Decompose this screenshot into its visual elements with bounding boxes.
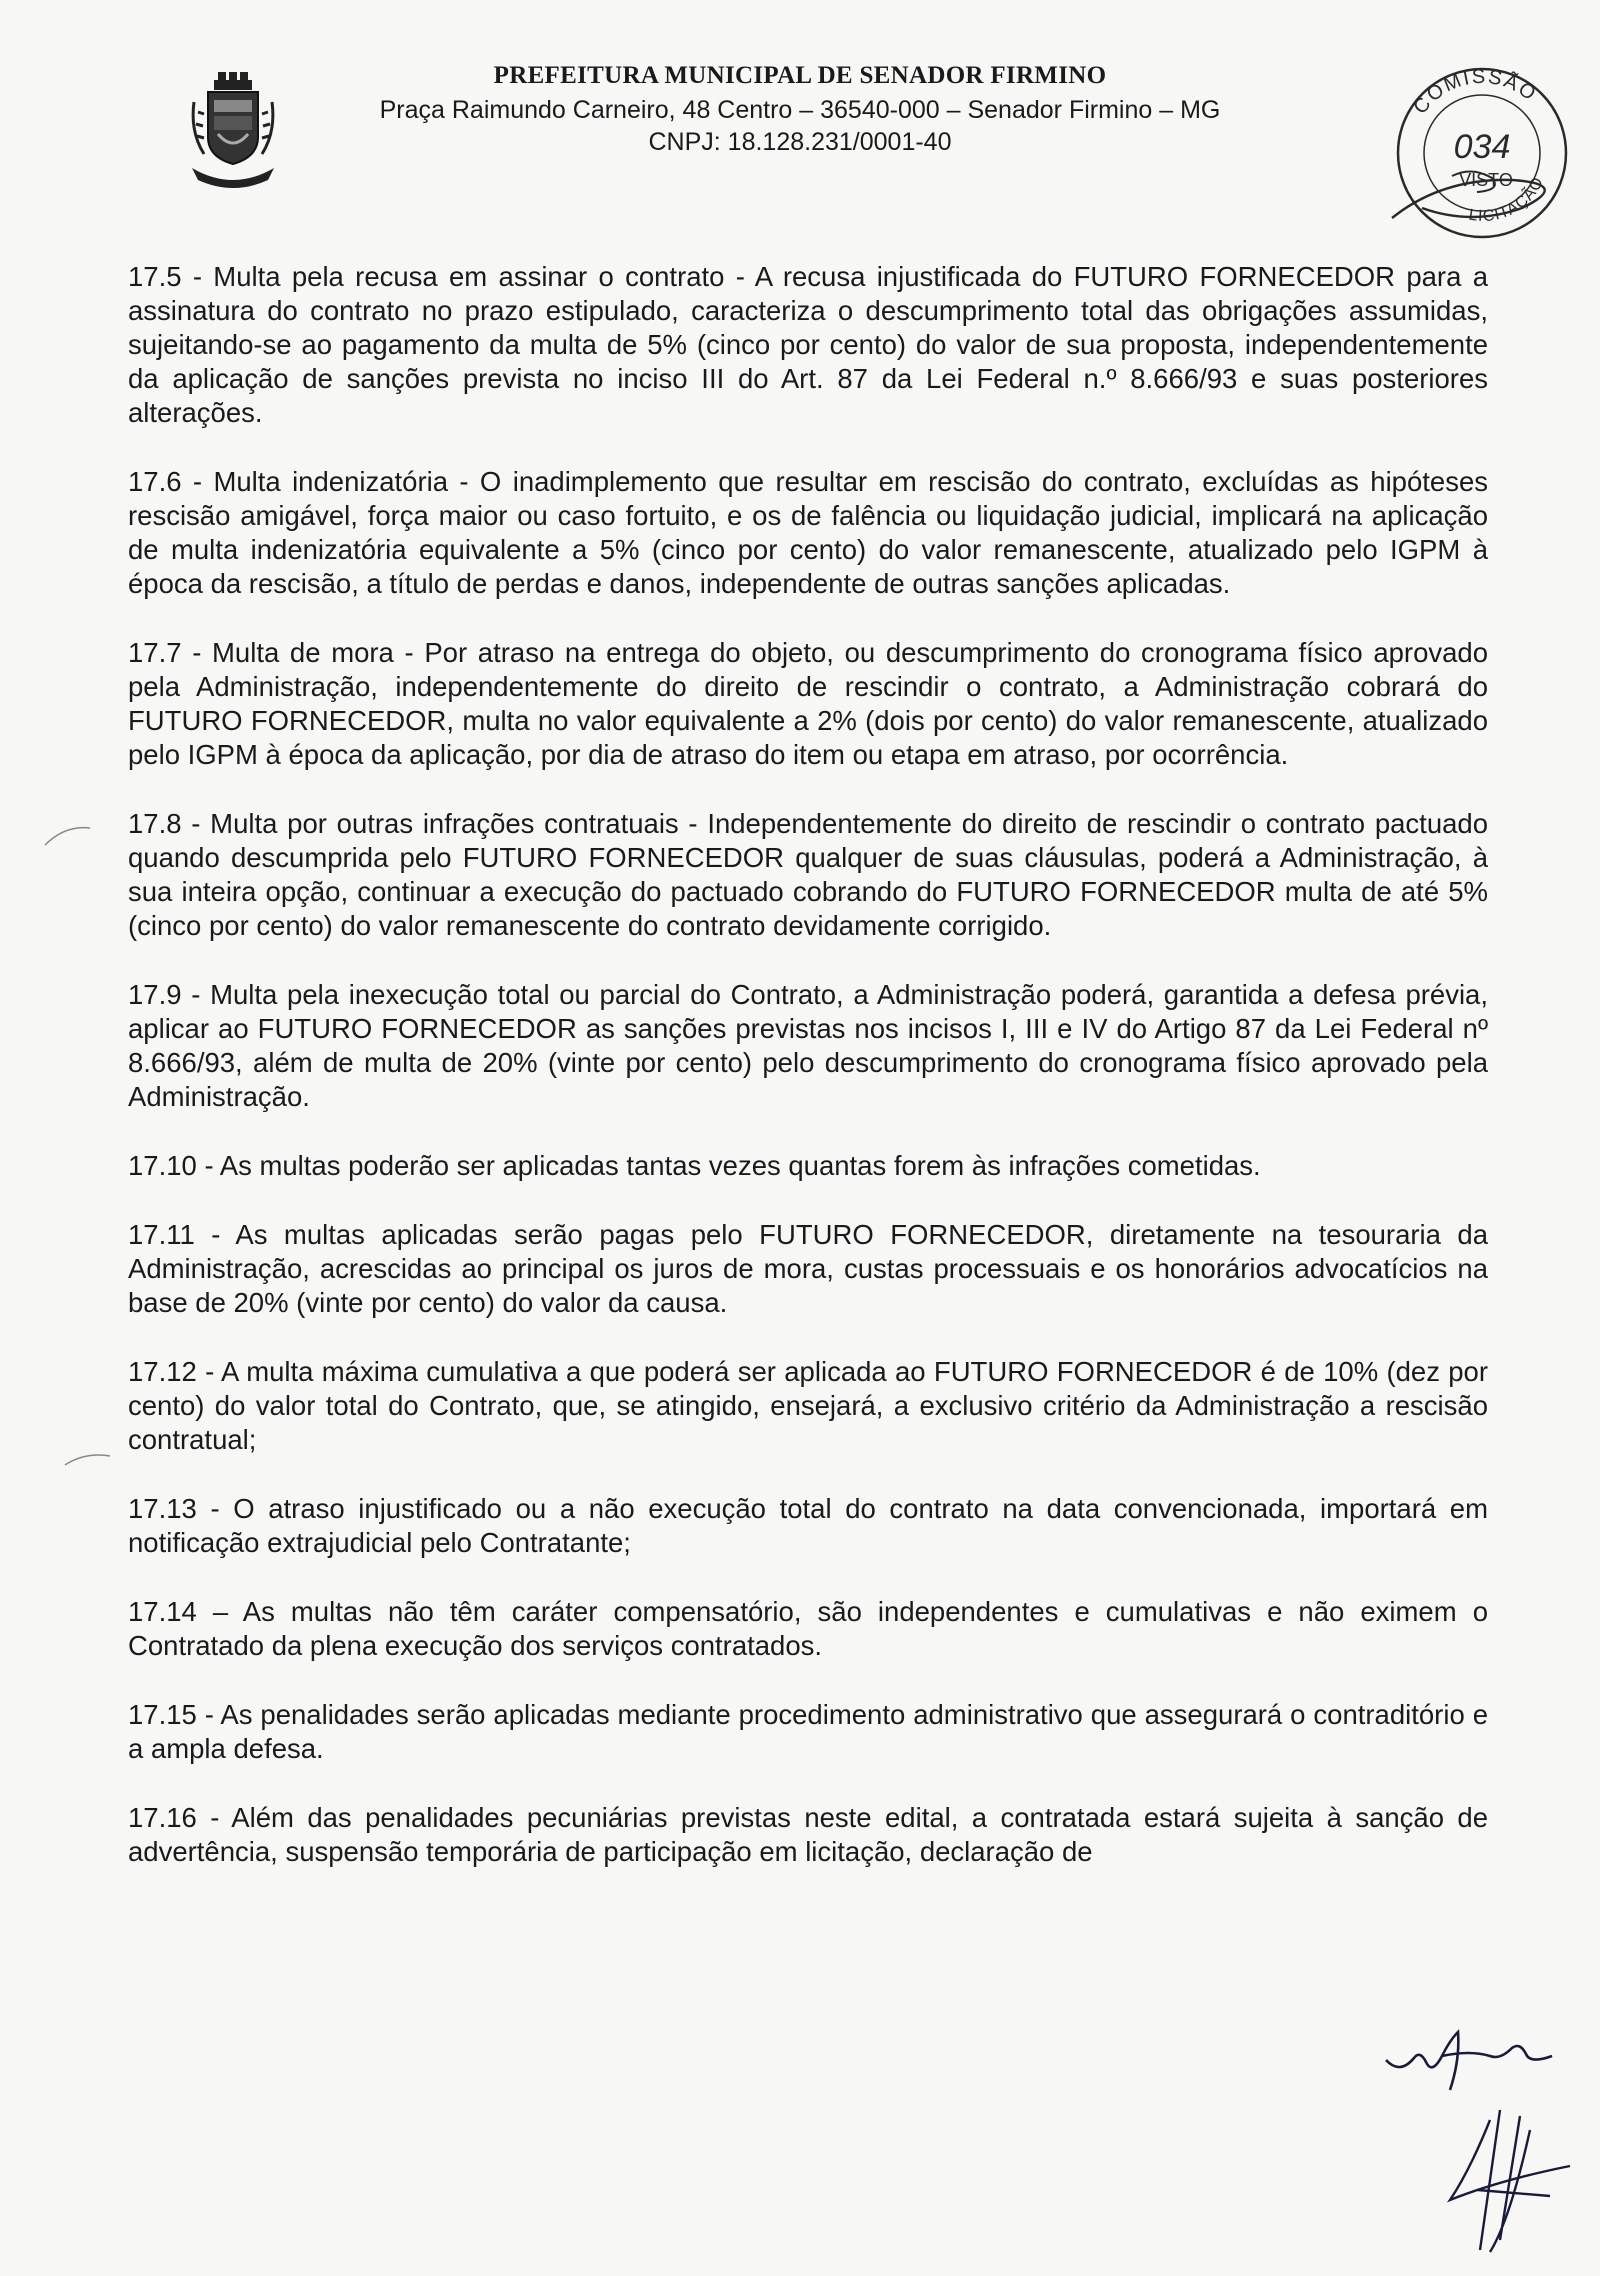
clause-17-14: 17.14 – As multas não têm caráter compensatório, são independentes e cumulativas e não eximem o Contratado da plena execução dos serviços contratados. bbox=[128, 1596, 1488, 1661]
stamp-bottom-text: LICITAÇÃO bbox=[1467, 174, 1548, 226]
clause-17-6: 17.6 - Multa indenizatória - O inadimplemento que resultar em rescisão do contrato, excluídas as hipóteses rescisão amigável, força maior ou caso fortuito, e os de falência ou liquidação judicial, implicará na aplicação de multa indenizatória equivalente a 5% (cinco por cento) do valor remanescente, atualizado pelo IGPM à época da rescisão, a título de perdas e danos, independente de outras sanções aplicadas. bbox=[128, 466, 1488, 599]
clause-17-9: 17.9 - Multa pela inexecução total ou parcial do Contrato, a Administração poderá, garantida a defesa prévia, aplicar ao FUTURO FORNECEDOR as sanções previstas nos incisos I, III e IV do Artigo 87 da Lei Federal nº 8.666/93, além de multa de 20% (vinte por cento) pelo descumprimento do cronograma físico aprovado pela Administração. bbox=[128, 979, 1488, 1112]
document-body bbox=[128, 260, 1488, 1869]
margin-mark bbox=[40, 820, 100, 850]
clause-17-5: 17.5 - Multa pela recusa em assinar o contrato - A recusa injustificada do FUTURO FORNECEDOR para a assinatura do contrato no prazo estipulado, caracteriza o descumprimento total das obrigações assumidas, sujeitando-se ao pagamento da multa de 5% (cinco por cento) do valor de sua proposta, independentemente da aplicação de sanções prevista no inciso III do Art. 87 da Lei Federal n.º 8.666/93 e suas posteriores alterações. bbox=[128, 261, 1488, 428]
stamp-number: 034 bbox=[1453, 128, 1511, 166]
stamp-visto: VISTO bbox=[1459, 170, 1513, 190]
clause-17-16: 17.16 - Além das penalidades pecuniárias previstas neste edital, a contratada estará sujeita à sanção de advertência, suspensão temporária de participação em licitação, declaração de bbox=[128, 1802, 1488, 1867]
organization-name: PREFEITURA MUNICIPAL DE SENADOR FIRMINO bbox=[493, 62, 1107, 89]
clause-17-12: 17.12 - A multa máxima cumulativa a que poderá ser aplicada ao FUTURO FORNECEDOR é de 10% (dez por cento) do valor total do Contrato, que, se atingido, ensejará, a exclusivo critério da Administração a rescisão contratual; bbox=[128, 1356, 1488, 1455]
clause-17-10: 17.10 - As multas poderão ser aplicadas tantas vezes quantas forem às infrações cometidas. bbox=[128, 1150, 1261, 1181]
margin-mark bbox=[60, 1450, 120, 1470]
commission-stamp bbox=[1382, 58, 1582, 243]
clause-17-7: 17.7 - Multa de mora - Por atraso na entrega do objeto, ou descumprimento do cronograma físico aprovado pela Administração, independentemente do direito de rescindir o contrato, a Administração cobrará do FUTURO FORNECEDOR, multa no valor equivalente a 2% (dois por cento) do valor remanescente, atualizado pelo IGPM à época da aplicação, por dia de atraso do item ou etapa em atraso, por ocorrência. bbox=[128, 637, 1488, 770]
clause-17-8: 17.8 - Multa por outras infrações contratuais - Independentemente do direito de rescindir o contrato pactuado quando descumprida pelo FUTURO FORNECEDOR qualquer de suas cláusulas, poderá a Administração, à sua inteira opção, continuar a execução do pactuado cobrando do FUTURO FORNECEDOR multa de até 5% (cinco por cento) do valor remanescente do contrato devidamente corrigido. bbox=[128, 808, 1488, 941]
letterhead bbox=[300, 62, 1300, 158]
organization-address: Praça Raimundo Carneiro, 48 Centro – 36540-000 – Senador Firmino – MG bbox=[379, 96, 1221, 124]
clause-17-15: 17.15 - As penalidades serão aplicadas mediante procedimento administrativo que assegurará o contraditório e a ampla defesa. bbox=[128, 1699, 1488, 1764]
handwritten-signature bbox=[1380, 2020, 1580, 2260]
clause-17-13: 17.13 - O atraso injustificado ou a não execução total do contrato na data convencionada, importará em notificação extrajudicial pelo Contratante; bbox=[128, 1493, 1488, 1558]
clause-17-11: 17.11 - As multas aplicadas serão pagas pelo FUTURO FORNECEDOR, diretamente na tesouraria da Administração, acrescidas ao principal os juros de mora, custas processuais e os honorários advocatícios na base de 20% (vinte por cento) do valor da causa. bbox=[128, 1219, 1488, 1318]
stamp-top-text: COMISSÃO bbox=[1409, 65, 1542, 119]
municipal-crest-icon bbox=[188, 72, 278, 192]
organization-cnpj: CNPJ: 18.128.231/0001-40 bbox=[648, 128, 952, 156]
